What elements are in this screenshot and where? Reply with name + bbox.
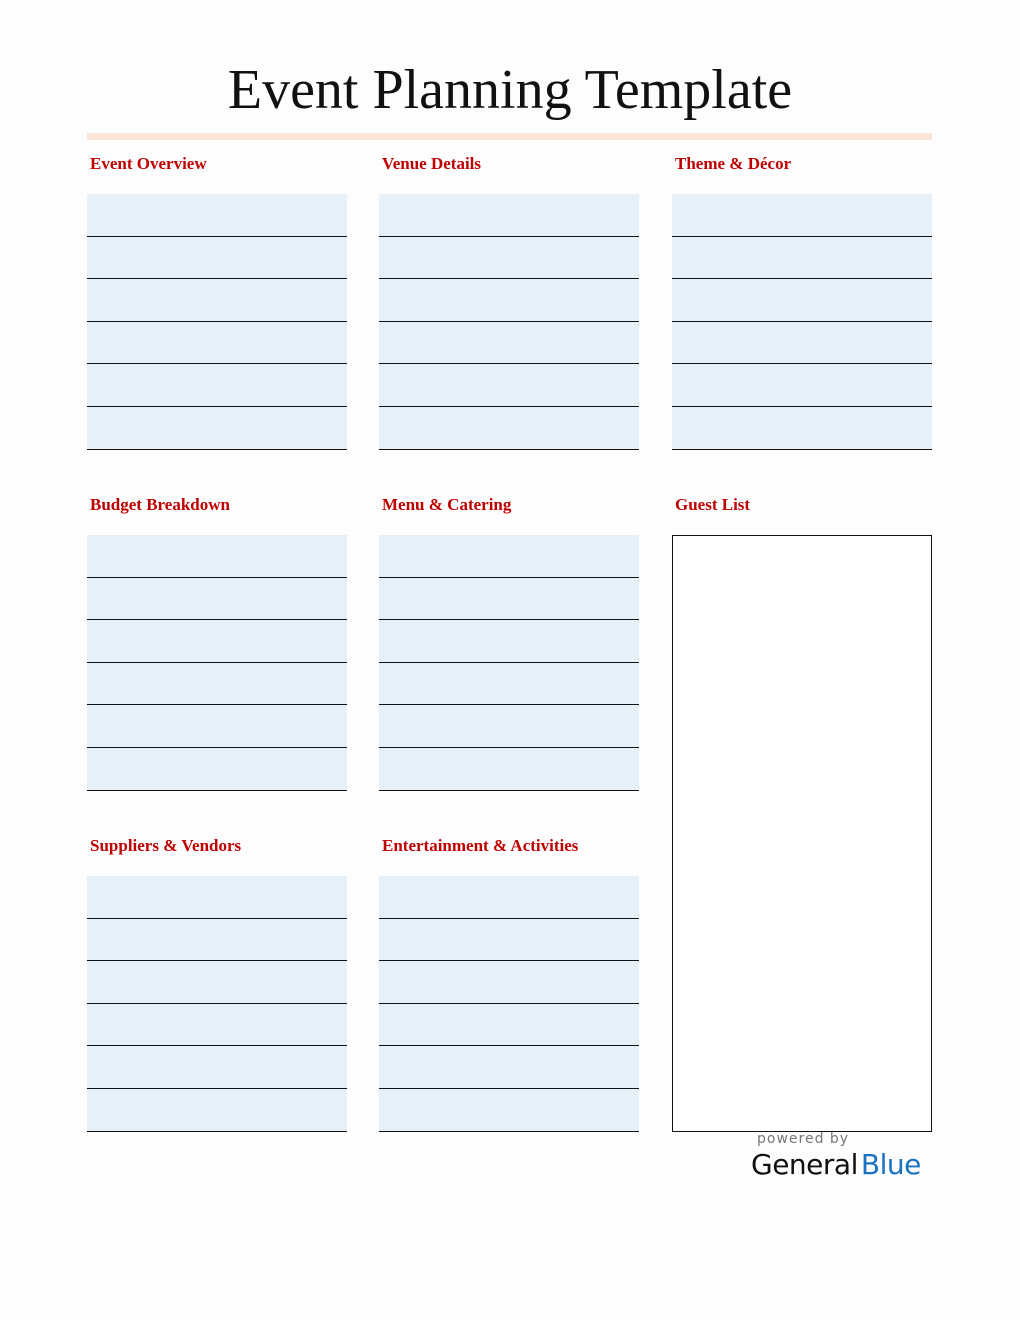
section-theme-decor	[672, 154, 932, 450]
section-heading: Theme & Décor	[675, 154, 792, 173]
section-entertainment-activities	[379, 836, 639, 1132]
powered-by-text: powered by	[757, 1131, 850, 1147]
section-venue-details	[379, 154, 639, 450]
fill-line[interactable]	[379, 748, 639, 791]
section-heading: Venue Details	[382, 154, 482, 173]
fill-line[interactable]	[379, 620, 639, 663]
section-heading: Guest List	[675, 495, 751, 514]
fill-line[interactable]	[379, 1046, 639, 1089]
fill-line[interactable]	[672, 407, 932, 450]
fill-lines[interactable]	[87, 194, 347, 450]
fill-line[interactable]	[87, 705, 347, 748]
fill-line[interactable]	[87, 961, 347, 1004]
section-heading: Event Overview	[90, 154, 207, 173]
title-divider	[87, 133, 932, 140]
guest-list-box[interactable]	[672, 535, 932, 1132]
fill-line[interactable]	[87, 364, 347, 407]
fill-line[interactable]	[672, 279, 932, 322]
section-heading: Budget Breakdown	[90, 495, 230, 514]
brand-general: General	[751, 1148, 858, 1181]
fill-line[interactable]	[87, 279, 347, 322]
fill-line[interactable]	[87, 748, 347, 791]
fill-lines[interactable]	[87, 535, 347, 791]
fill-line[interactable]	[87, 919, 347, 962]
fill-line[interactable]	[379, 876, 639, 919]
fill-line[interactable]	[672, 364, 932, 407]
fill-line[interactable]	[379, 919, 639, 962]
fill-line[interactable]	[87, 620, 347, 663]
fill-line[interactable]	[379, 535, 639, 578]
fill-line[interactable]	[672, 237, 932, 280]
fill-line[interactable]	[379, 1089, 639, 1132]
section-event-overview	[87, 154, 347, 450]
page-title: Event Planning Template	[227, 59, 793, 121]
brand-blue: Blue	[860, 1148, 921, 1181]
fill-lines[interactable]	[87, 876, 347, 1132]
section-heading: Entertainment & Activities	[382, 836, 579, 855]
fill-line[interactable]	[87, 663, 347, 706]
fill-lines[interactable]	[672, 194, 932, 450]
section-menu-catering	[379, 495, 639, 791]
fill-line[interactable]	[379, 279, 639, 322]
fill-line[interactable]	[87, 535, 347, 578]
fill-line[interactable]	[87, 237, 347, 280]
fill-line[interactable]	[87, 1004, 347, 1047]
fill-line[interactable]	[87, 876, 347, 919]
section-guest-list	[672, 495, 932, 1132]
fill-line[interactable]	[379, 237, 639, 280]
fill-line[interactable]	[379, 322, 639, 365]
fill-line[interactable]	[379, 705, 639, 748]
fill-line[interactable]	[379, 961, 639, 1004]
fill-line[interactable]	[672, 322, 932, 365]
fill-line[interactable]	[87, 322, 347, 365]
section-heading: Menu & Catering	[382, 495, 512, 514]
brand-logo	[751, 1148, 921, 1181]
fill-line[interactable]	[379, 578, 639, 621]
fill-line[interactable]	[379, 407, 639, 450]
fill-lines[interactable]	[379, 876, 639, 1132]
fill-line[interactable]	[87, 1046, 347, 1089]
fill-line[interactable]	[87, 578, 347, 621]
section-suppliers-vendors	[87, 836, 347, 1132]
fill-line[interactable]	[379, 1004, 639, 1047]
fill-line[interactable]	[87, 194, 347, 237]
fill-lines[interactable]	[379, 194, 639, 450]
fill-line[interactable]	[379, 194, 639, 237]
section-budget-breakdown	[87, 495, 347, 791]
section-heading: Suppliers & Vendors	[90, 836, 242, 855]
fill-line[interactable]	[379, 364, 639, 407]
fill-line[interactable]	[379, 663, 639, 706]
fill-lines[interactable]	[379, 535, 639, 791]
fill-line[interactable]	[87, 407, 347, 450]
fill-line[interactable]	[672, 194, 932, 237]
fill-line[interactable]	[87, 1089, 347, 1132]
